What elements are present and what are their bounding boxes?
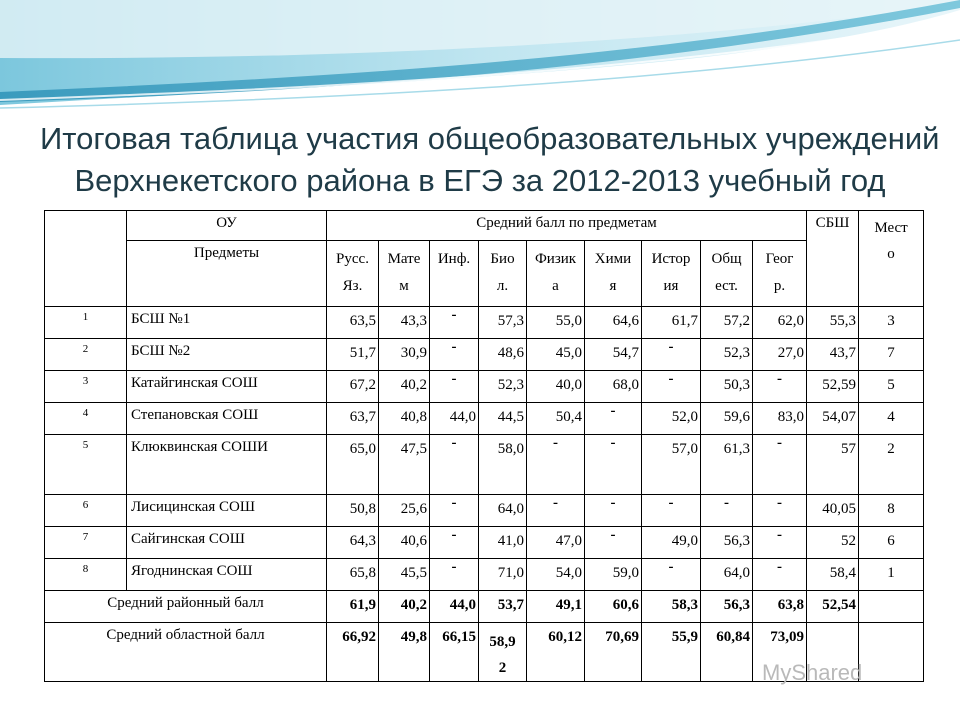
score-cell: - (642, 371, 701, 403)
regional-val: 60,84 (701, 623, 753, 682)
district-average-row (45, 591, 924, 623)
score-cell: - (753, 527, 807, 559)
score-cell: 58,0 (479, 435, 527, 495)
sbsh-cell: 57 (807, 435, 859, 495)
score-cell: - (642, 339, 701, 371)
empty-cell (859, 623, 924, 682)
score-cell: 45,5 (379, 559, 430, 591)
score-cell: 64,6 (585, 307, 642, 339)
subject-line: Русс. (336, 251, 369, 267)
score-cell: - (753, 435, 807, 495)
decorative-wave-header (0, 0, 960, 130)
header-row-1 (45, 211, 924, 241)
table-row (45, 307, 924, 339)
score-cell: - (430, 435, 479, 495)
score-cell: - (585, 435, 642, 495)
school-name: Сайгинская СОШ (127, 527, 327, 559)
score-cell: 57,0 (642, 435, 701, 495)
score-cell: 65,8 (327, 559, 379, 591)
school-name: Катайгинская СОШ (127, 371, 327, 403)
score-cell: 62,0 (753, 307, 807, 339)
subject-line: а (552, 278, 559, 294)
district-val: 56,3 (701, 591, 753, 623)
score-cell: 50,8 (327, 495, 379, 527)
score-cell: 40,6 (379, 527, 430, 559)
header-place-line2: о (887, 246, 895, 262)
header-subject-informatics (430, 241, 479, 307)
header-place-line1: Мест (874, 220, 908, 236)
score-cell: - (430, 307, 479, 339)
subject-line: Инф. (437, 251, 471, 267)
subject-line: я (609, 278, 617, 294)
score-cell: - (753, 495, 807, 527)
table-row (45, 403, 924, 435)
score-cell: 64,0 (479, 495, 527, 527)
empty-cell (859, 591, 924, 623)
header-subjects-label: Предметы (127, 241, 327, 307)
subject-line: м (399, 278, 409, 294)
score-cell: - (527, 495, 585, 527)
score-cell: 47,0 (527, 527, 585, 559)
subject-line: Мате (387, 251, 421, 267)
regional-val: 70,69 (585, 623, 642, 682)
score-cell: 40,0 (527, 371, 585, 403)
score-cell: - (527, 435, 585, 495)
score-cell: 52,0 (642, 403, 701, 435)
subject-line: Истор (651, 251, 691, 267)
header-subject-social (701, 241, 753, 307)
score-cell: - (701, 495, 753, 527)
school-name: Лисицинская СОШ (127, 495, 327, 527)
header-row-2 (45, 241, 924, 307)
table-row (45, 527, 924, 559)
score-cell: 54,7 (585, 339, 642, 371)
row-number: 3 (45, 371, 127, 403)
row-number: 6 (45, 495, 127, 527)
school-name: БСШ №2 (127, 339, 327, 371)
regional-bio-line1: 58,9 (489, 634, 516, 650)
place-cell: 6 (859, 527, 924, 559)
header-subject-math (379, 241, 430, 307)
score-cell: 50,3 (701, 371, 753, 403)
place-cell: 5 (859, 371, 924, 403)
score-cell: 30,9 (379, 339, 430, 371)
score-cell: 59,6 (701, 403, 753, 435)
district-val: 40,2 (379, 591, 430, 623)
header-place (859, 211, 924, 307)
place-cell: 7 (859, 339, 924, 371)
header-subject-russian (327, 241, 379, 307)
subject-line: Физик (534, 251, 577, 267)
score-cell: 59,0 (585, 559, 642, 591)
place-cell: 1 (859, 559, 924, 591)
header-subject-geography (753, 241, 807, 307)
school-name: Степановская СОШ (127, 403, 327, 435)
header-sbsh: СБШ (807, 211, 859, 307)
score-cell: - (430, 527, 479, 559)
score-cell: 71,0 (479, 559, 527, 591)
header-avg-by-subject: Средний балл по предметам (327, 211, 807, 241)
subject-line: Яз. (342, 278, 363, 294)
sbsh-cell: 58,4 (807, 559, 859, 591)
regional-average-label: Средний областной балл (45, 623, 327, 682)
score-cell: 57,3 (479, 307, 527, 339)
score-cell: 55,0 (527, 307, 585, 339)
subject-line: ия (663, 278, 679, 294)
score-cell: 83,0 (753, 403, 807, 435)
sbsh-cell: 55,3 (807, 307, 859, 339)
score-cell: - (585, 403, 642, 435)
subject-line: Хими (594, 251, 632, 267)
regional-val: 73,09 (753, 623, 807, 682)
sbsh-cell: 43,7 (807, 339, 859, 371)
district-val: 49,1 (527, 591, 585, 623)
score-cell: 64,0 (701, 559, 753, 591)
regional-val: 49,8 (379, 623, 430, 682)
score-cell: 47,5 (379, 435, 430, 495)
regional-bio-line2: 2 (498, 660, 507, 676)
district-val: 60,6 (585, 591, 642, 623)
subject-line: л. (496, 278, 509, 294)
watermark-logo: MyShared (762, 660, 863, 685)
table-row (45, 339, 924, 371)
score-cell: 61,3 (701, 435, 753, 495)
regional-val: 66,15 (430, 623, 479, 682)
place-cell: 3 (859, 307, 924, 339)
table-row (45, 559, 924, 591)
regional-val: 55,9 (642, 623, 701, 682)
place-cell: 4 (859, 403, 924, 435)
page-title (40, 118, 940, 202)
score-cell: 41,0 (479, 527, 527, 559)
score-cell: - (753, 371, 807, 403)
header-subject-biology (479, 241, 527, 307)
district-val: 63,8 (753, 591, 807, 623)
score-cell: 56,3 (701, 527, 753, 559)
subject-line: Био (490, 251, 515, 267)
score-cell: 64,3 (327, 527, 379, 559)
score-cell: 63,5 (327, 307, 379, 339)
score-cell: 54,0 (527, 559, 585, 591)
header-subject-history (642, 241, 701, 307)
score-cell: 61,7 (642, 307, 701, 339)
row-number: 8 (45, 559, 127, 591)
score-cell: 52,3 (479, 371, 527, 403)
table-row (45, 495, 924, 527)
score-cell: 52,3 (701, 339, 753, 371)
score-cell: 63,7 (327, 403, 379, 435)
score-cell: 25,6 (379, 495, 430, 527)
score-cell: 43,3 (379, 307, 430, 339)
title-line-1: Итоговая таблица участия общеобразовательных учреждений (40, 121, 940, 156)
row-number: 2 (45, 339, 127, 371)
score-cell: 67,2 (327, 371, 379, 403)
score-cell: - (585, 495, 642, 527)
district-val: 44,0 (430, 591, 479, 623)
school-rows (45, 307, 924, 591)
district-average-label: Средний районный балл (45, 591, 327, 623)
header-subject-physics (527, 241, 585, 307)
row-number: 7 (45, 527, 127, 559)
score-cell: 44,0 (430, 403, 479, 435)
district-val: 61,9 (327, 591, 379, 623)
district-val: 58,3 (642, 591, 701, 623)
district-sbsh: 52,54 (807, 591, 859, 623)
sbsh-cell: 52 (807, 527, 859, 559)
score-cell: - (430, 339, 479, 371)
school-name: БСШ №1 (127, 307, 327, 339)
score-cell: 65,0 (327, 435, 379, 495)
header-ou: ОУ (127, 211, 327, 241)
score-cell: - (753, 559, 807, 591)
subject-line: Геог (765, 251, 794, 267)
score-cell: - (430, 559, 479, 591)
school-name: Ягоднинская СОШ (127, 559, 327, 591)
row-number: 4 (45, 403, 127, 435)
sbsh-cell: 52,59 (807, 371, 859, 403)
regional-val: 66,92 (327, 623, 379, 682)
score-cell: 57,2 (701, 307, 753, 339)
score-cell: - (585, 527, 642, 559)
score-cell: 68,0 (585, 371, 642, 403)
corner-cell (45, 211, 127, 307)
subject-line: р. (773, 278, 786, 294)
place-cell: 2 (859, 435, 924, 495)
score-cell: 40,8 (379, 403, 430, 435)
score-cell: - (430, 495, 479, 527)
score-cell: 27,0 (753, 339, 807, 371)
table-row (45, 435, 924, 495)
score-cell: 50,4 (527, 403, 585, 435)
place-cell: 8 (859, 495, 924, 527)
school-name: Клюквинская СОШИ (127, 435, 327, 495)
header-subject-chemistry (585, 241, 642, 307)
title-line-2: Верхнекетского района в ЕГЭ за 2012-2013 учебный год (74, 163, 886, 198)
subject-line: Общ (711, 251, 742, 267)
score-cell: 49,0 (642, 527, 701, 559)
row-number: 1 (45, 307, 127, 339)
score-cell: 48,6 (479, 339, 527, 371)
score-cell: 44,5 (479, 403, 527, 435)
score-cell: - (642, 559, 701, 591)
score-cell: 40,2 (379, 371, 430, 403)
district-val: 53,7 (479, 591, 527, 623)
subject-line: ест. (715, 278, 738, 294)
score-cell: 45,0 (527, 339, 585, 371)
score-cell: - (642, 495, 701, 527)
sbsh-cell: 54,07 (807, 403, 859, 435)
score-cell: - (430, 371, 479, 403)
sbsh-cell: 40,05 (807, 495, 859, 527)
regional-val: 60,12 (527, 623, 585, 682)
results-table (44, 210, 924, 682)
table-row (45, 371, 924, 403)
row-number: 5 (45, 435, 127, 495)
score-cell: 51,7 (327, 339, 379, 371)
regional-val-biology (479, 623, 527, 682)
